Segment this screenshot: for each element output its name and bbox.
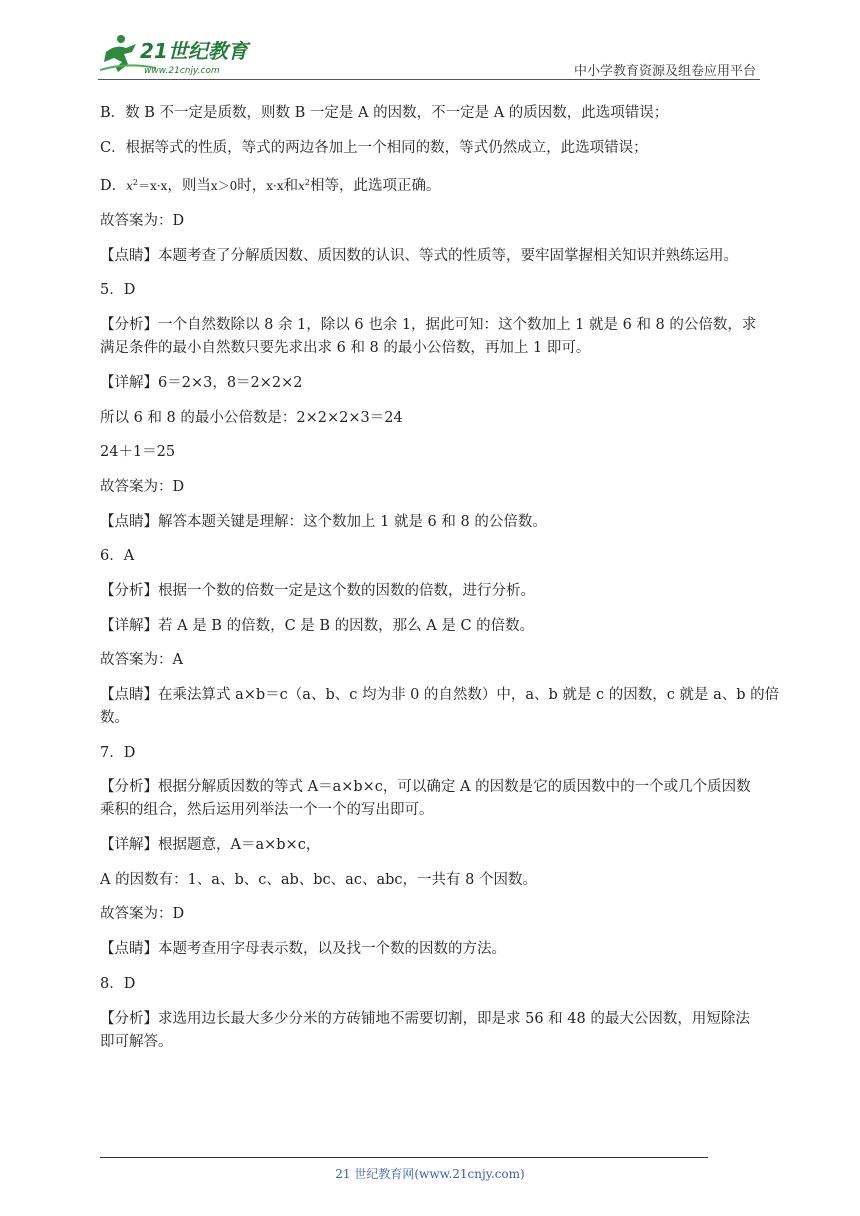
text-line: A 的因数有：1、a、b、c、ab、bc、ac、abc，一共有 8 个因数。 [100,871,537,888]
text-line: 【分析】根据一个数的倍数一定是这个数的因数的倍数，进行分析。 [100,582,535,599]
answer-line: 故答案为：D [100,213,185,230]
text-line: 【分析】根据分解质因数的等式 A＝a×b×c，可以确定 A 的因数是它的质因数中的一个或几个质因数 [100,779,751,796]
text-line: 【详解】若 A 是 B 的倍数，C 是 B 的因数，那么 A 是 C 的倍数。 [100,617,535,634]
text-line: 【分析】一个自然数除以 8 余 1，除以 6 也余 1，据此可知：这个数加上 1 就是 6 和 8 的公倍数，求 [100,317,757,334]
text-line: 满足条件的最小自然数只要先求出求 6 和 8 的最小公倍数，再加上 1 即可。 [100,340,591,357]
text-line: 24＋1＝25 [100,444,176,461]
page-header [0,0,860,90]
question-number: 5．D [100,282,136,299]
svg-text:21世纪教育: 21世纪教育 [140,39,248,63]
text-line: 【点睛】本题考查用字母表示数，以及找一个数的因数的方法。 [100,941,506,958]
question-number: 8．D [100,975,136,992]
text-line: 【详解】根据题意，A＝a×b×c， [100,837,321,854]
text-line: B．数 B 不一定是质数，则数 B 一定是 A 的因数，不一定是 A 的质因数，此选项错误； [100,105,669,121]
text-line: 【点睛】在乘法算式 a×b＝c（a、b、c 均为非 0 的自然数）中，a、b 就是 c 的因数，c 就是 a、b 的倍 [100,687,780,703]
question-number: 6．A [100,548,135,565]
svg-text:www.21cnjy.com: www.21cnjy.com [144,66,220,76]
document-body [100,102,780,1065]
text-line: C．根据等式的性质，等式的两边各加上一个相同的数，等式仍然成立，此选项错误； [100,139,648,156]
header-divider [98,79,760,80]
footer-divider [100,1157,708,1158]
text-line: 【详解】6＝2×3，8＝2×2×2 [100,374,303,391]
text-line: 【点睛】本题考查了分解质因数、质因数的认识、等式的性质等，要牢固掌握相关知识并熟练运用。 [100,247,738,264]
text-line-formula: D．$x^2=x\cdot x$，则当x＞0时，x·x和$x^2$相等，此选项正确。 [100,178,441,195]
logo-21cnjy-icon [96,32,256,80]
answer-line: 故答案为：D [100,478,185,495]
text-line: 【分析】求选用边长最大多少分米的方砖铺地不需要切割，即是求 56 和 48 的最大公因数，用短除法 [100,1010,750,1027]
text-line: 所以 6 和 8 的最小公倍数是：2×2×2×3＝24 [100,409,403,426]
text-line: 乘积的组合，然后运用列举法一个一个的写出即可。 [100,802,434,819]
answer-line: 故答案为：D [100,906,185,923]
footer-text: 21 世纪教育网(www.21cnjy.com) [335,1167,525,1181]
answer-line: 故答案为：A [100,652,183,669]
text-line: 即可解答。 [100,1033,173,1050]
platform-title: 中小学教育资源及组卷应用平台 [573,64,756,79]
question-number: 7．D [100,744,136,761]
text-line: 数。 [100,710,129,726]
text-line: 【点睛】解答本题关键是理解：这个数加上 1 就是 6 和 8 的公倍数。 [100,513,547,530]
